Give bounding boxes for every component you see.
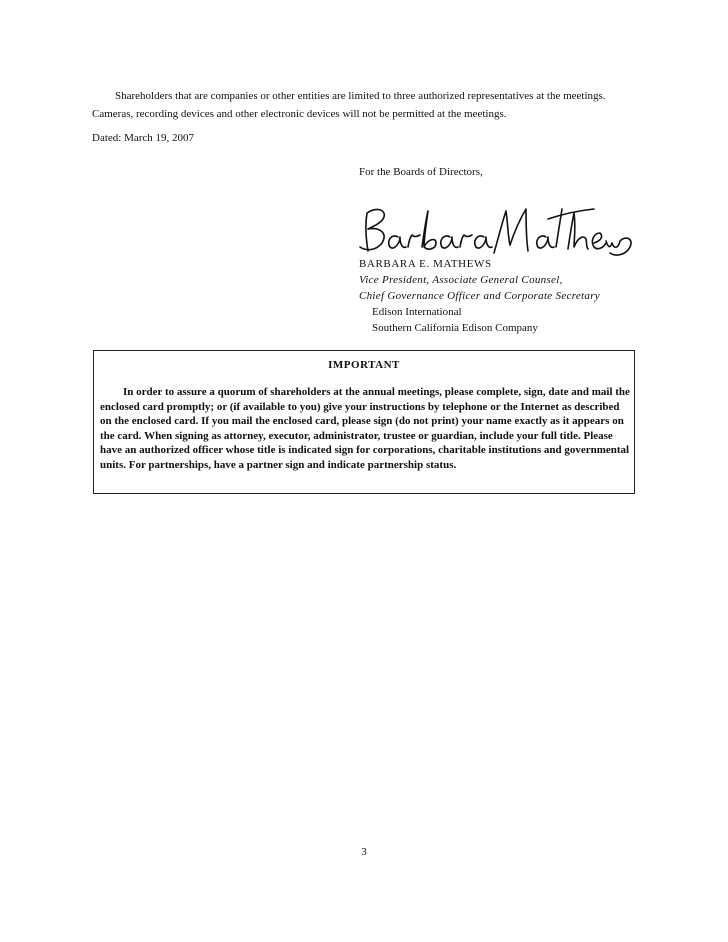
signatory-title-line-2: Chief Governance Officer and Corporate Secretary [359,290,600,302]
page-number: 3 [361,846,367,858]
signature-block [359,256,659,336]
important-title: IMPORTANT [328,359,400,371]
important-notice-box [93,350,635,494]
signatory-name: BARBARA E. MATHEWS [359,258,492,270]
signature-salutation: For the Boards of Directors, [359,166,483,178]
signatory-title-line-1: Vice President, Associate General Counsel, [359,274,563,286]
company-southern-california-edison: Southern California Edison Company [372,322,538,334]
handwritten-signature [354,203,636,259]
shareholder-notice-paragraph: Shareholders that are companies or other entities are limited to three authorized representatives at the meetings. Cameras, recording devices and other electronic devices will not be permitted at the meetings. [92,90,606,120]
important-text: In order to assure a quorum of shareholders at the annual meetings, please complete, sign, date and mail the enclosed card promptly; or (if available to you) give your instructions by telephone or the Internet as described on the enclosed card. If you mail the enclosed card, please sign (do not print) your name exactly as it appears on the card. When signing as attorney, executor, administrator, trustee or guardian, include your full title. Please have an authorized officer whose title is indicated sign for corporations, charitable institutions and governmental units. For partnerships, have a partner sign and indicate partnership status. [100,386,630,471]
dated-line: Dated: March 19, 2007 [92,132,195,144]
company-edison-international: Edison International [372,306,462,318]
